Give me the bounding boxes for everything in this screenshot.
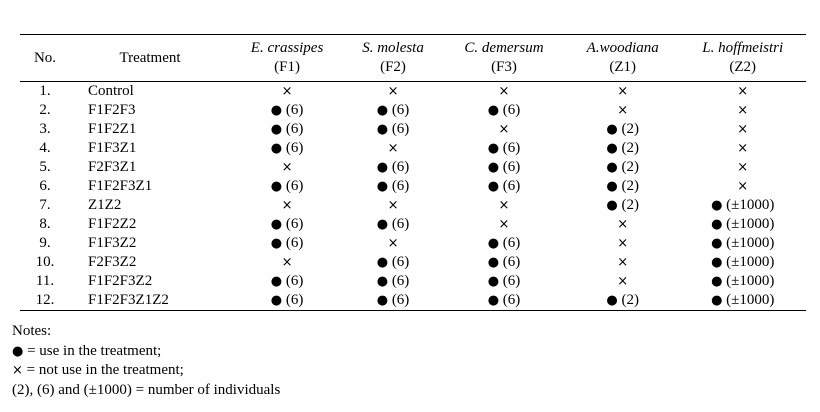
row-number: 9. bbox=[39, 235, 51, 251]
bullet-icon: ● bbox=[270, 141, 283, 156]
bullet-icon: ● bbox=[711, 293, 723, 308]
individual-count: (±1000) bbox=[726, 235, 775, 251]
used-cell bbox=[566, 158, 679, 177]
individual-count: (6) bbox=[285, 292, 304, 308]
not-used-cell bbox=[344, 139, 442, 158]
cross-icon: × bbox=[737, 103, 749, 118]
table-row bbox=[20, 158, 806, 177]
cross-icon: × bbox=[737, 122, 749, 137]
cross-icon: × bbox=[281, 255, 293, 270]
individual-count: (2) bbox=[621, 292, 640, 308]
individual-count: (6) bbox=[391, 102, 410, 118]
table-row bbox=[20, 120, 806, 139]
bullet-icon: ● bbox=[376, 274, 389, 289]
not-used-cell bbox=[679, 120, 806, 139]
cross-icon: × bbox=[12, 363, 23, 378]
individual-count: (6) bbox=[391, 159, 410, 175]
used-cell bbox=[230, 177, 344, 196]
row-number: 10. bbox=[35, 254, 55, 270]
not-used-cell bbox=[230, 82, 344, 102]
individual-count: (6) bbox=[502, 292, 521, 308]
used-cell bbox=[679, 253, 806, 272]
not-used-cell bbox=[442, 82, 566, 102]
species-code: (F2) bbox=[380, 59, 406, 75]
not-used-cell bbox=[679, 158, 806, 177]
individual-count: (2) bbox=[621, 197, 640, 213]
cross-icon: × bbox=[498, 84, 510, 99]
used-cell bbox=[566, 177, 679, 196]
species-code: (F3) bbox=[491, 59, 517, 75]
bullet-icon: ● bbox=[711, 236, 723, 251]
used-cell bbox=[230, 139, 344, 158]
bullet-icon: ● bbox=[376, 293, 389, 308]
cross-icon: × bbox=[387, 141, 399, 156]
individual-count: (6) bbox=[285, 140, 304, 156]
not-used-cell bbox=[442, 215, 566, 234]
used-cell bbox=[442, 158, 566, 177]
bullet-icon: ● bbox=[606, 122, 618, 137]
bullet-icon: ● bbox=[606, 198, 618, 213]
bullet-icon: ● bbox=[12, 343, 24, 359]
header-species-f3 bbox=[442, 35, 566, 82]
bullet-icon: ● bbox=[711, 274, 723, 289]
treatment-name: F1F3Z2 bbox=[88, 235, 137, 251]
individual-count: (±1000) bbox=[726, 216, 775, 232]
row-number: 8. bbox=[39, 216, 51, 232]
note-used bbox=[12, 342, 280, 362]
not-used-cell bbox=[679, 177, 806, 196]
cross-icon: × bbox=[281, 198, 293, 213]
table-row bbox=[20, 253, 806, 272]
individual-count: (2) bbox=[621, 178, 640, 194]
bullet-icon: ● bbox=[711, 217, 723, 232]
used-cell bbox=[442, 234, 566, 253]
used-cell bbox=[344, 101, 442, 120]
not-used-cell bbox=[566, 82, 679, 102]
cross-icon: × bbox=[281, 84, 293, 99]
individual-count: (6) bbox=[502, 102, 521, 118]
treatment-table bbox=[20, 34, 806, 311]
cross-icon: × bbox=[617, 236, 629, 251]
used-cell bbox=[566, 139, 679, 158]
header-species-z2 bbox=[679, 35, 806, 82]
used-cell bbox=[230, 215, 344, 234]
table-row bbox=[20, 139, 806, 158]
not-used-cell bbox=[442, 196, 566, 215]
individual-count: (6) bbox=[285, 216, 304, 232]
not-used-cell bbox=[230, 158, 344, 177]
bullet-icon: ● bbox=[270, 122, 283, 137]
row-number: 2. bbox=[39, 102, 51, 118]
treatment-name: F1F2F3Z1Z2 bbox=[88, 292, 169, 308]
individual-count: (6) bbox=[391, 216, 410, 232]
row-number: 7. bbox=[39, 197, 51, 213]
not-used-cell bbox=[679, 82, 806, 102]
individual-count: (6) bbox=[285, 102, 304, 118]
individual-count: (6) bbox=[285, 121, 304, 137]
individual-count: (±1000) bbox=[726, 254, 775, 270]
bullet-icon: ● bbox=[606, 141, 618, 156]
not-used-cell bbox=[230, 253, 344, 272]
table-row bbox=[20, 101, 806, 120]
individual-count: (±1000) bbox=[726, 273, 775, 289]
treatment-name: F1F2F3Z2 bbox=[88, 273, 153, 289]
treatment-name: F2F3Z1 bbox=[88, 159, 137, 175]
row-number: 6. bbox=[39, 178, 51, 194]
used-cell bbox=[566, 291, 679, 311]
row-number: 11. bbox=[35, 273, 55, 289]
not-used-cell bbox=[344, 234, 442, 253]
header-no: No. bbox=[33, 49, 57, 66]
bullet-icon: ● bbox=[270, 217, 283, 232]
bullet-icon: ● bbox=[487, 141, 500, 156]
cross-icon: × bbox=[281, 160, 293, 175]
bullet-icon: ● bbox=[711, 255, 723, 270]
individual-count: (6) bbox=[285, 178, 304, 194]
cross-icon: × bbox=[737, 160, 749, 175]
header-species-f1 bbox=[230, 35, 344, 82]
used-cell bbox=[679, 215, 806, 234]
used-cell bbox=[442, 253, 566, 272]
row-number: 4. bbox=[39, 140, 51, 156]
cross-icon: × bbox=[617, 103, 629, 118]
used-cell bbox=[344, 272, 442, 291]
note-not-used bbox=[12, 361, 280, 381]
notes-title: Notes: bbox=[12, 323, 52, 339]
individual-count: (2) bbox=[621, 140, 640, 156]
row-number: 12. bbox=[35, 292, 55, 308]
table-row bbox=[20, 234, 806, 253]
used-cell bbox=[344, 253, 442, 272]
not-used-cell bbox=[442, 120, 566, 139]
cross-icon: × bbox=[617, 84, 629, 99]
individual-count: (6) bbox=[502, 140, 521, 156]
cross-icon: × bbox=[617, 255, 629, 270]
used-cell bbox=[679, 291, 806, 311]
table-row bbox=[20, 215, 806, 234]
header-species-z1 bbox=[566, 35, 679, 82]
not-used-cell bbox=[566, 215, 679, 234]
row-number: 1. bbox=[39, 83, 51, 99]
individual-count: (6) bbox=[285, 273, 304, 289]
individual-count: (6) bbox=[502, 235, 521, 251]
species-name: C. demersum bbox=[464, 40, 544, 56]
bullet-icon: ● bbox=[487, 236, 500, 251]
table-row bbox=[20, 82, 806, 102]
bullet-icon: ● bbox=[606, 293, 618, 308]
treatment-name: F1F2Z2 bbox=[88, 216, 137, 232]
treatment-name: F1F2F3 bbox=[88, 102, 136, 118]
bullet-icon: ● bbox=[711, 198, 723, 213]
bullet-icon: ● bbox=[487, 160, 500, 175]
used-cell bbox=[442, 177, 566, 196]
bullet-icon: ● bbox=[487, 103, 500, 118]
used-cell bbox=[344, 215, 442, 234]
cross-icon: × bbox=[737, 84, 749, 99]
treatment-name: F2F3Z2 bbox=[88, 254, 137, 270]
cross-icon: × bbox=[617, 217, 629, 232]
cross-icon: × bbox=[498, 198, 510, 213]
bullet-icon: ● bbox=[270, 103, 283, 118]
treatment-name: F1F3Z1 bbox=[88, 140, 137, 156]
note-used-text: = use in the treatment; bbox=[23, 342, 162, 359]
bullet-icon: ● bbox=[270, 236, 283, 251]
individual-count: (6) bbox=[391, 273, 410, 289]
row-number: 3. bbox=[39, 121, 51, 137]
bullet-icon: ● bbox=[487, 179, 500, 194]
individual-count: (6) bbox=[502, 254, 521, 270]
used-cell bbox=[566, 120, 679, 139]
used-cell bbox=[230, 234, 344, 253]
individual-count: (6) bbox=[391, 121, 410, 137]
cross-icon: × bbox=[617, 274, 629, 289]
used-cell bbox=[679, 272, 806, 291]
notes bbox=[12, 322, 280, 400]
used-cell bbox=[566, 196, 679, 215]
individual-count: (2) bbox=[621, 159, 640, 175]
note-not-used-text: = not use in the treatment; bbox=[22, 362, 184, 378]
used-cell bbox=[679, 196, 806, 215]
cross-icon: × bbox=[737, 179, 749, 194]
bullet-icon: ● bbox=[270, 274, 283, 289]
table-row bbox=[20, 272, 806, 291]
used-cell bbox=[344, 158, 442, 177]
species-code: (Z2) bbox=[729, 59, 757, 75]
treatment-name: Control bbox=[88, 83, 134, 99]
table-header-row bbox=[20, 35, 806, 82]
table-row bbox=[20, 196, 806, 215]
not-used-cell bbox=[679, 139, 806, 158]
individual-count: (6) bbox=[391, 178, 410, 194]
not-used-cell bbox=[344, 82, 442, 102]
bullet-icon: ● bbox=[487, 293, 500, 308]
cross-icon: × bbox=[387, 84, 399, 99]
treatment-name: F1F2Z1 bbox=[88, 121, 137, 137]
table-body bbox=[20, 82, 806, 311]
used-cell bbox=[344, 291, 442, 311]
individual-count: (6) bbox=[502, 159, 521, 175]
species-name: L. hoffmeistri bbox=[702, 40, 784, 56]
not-used-cell bbox=[566, 234, 679, 253]
cross-icon: × bbox=[387, 236, 399, 251]
not-used-cell bbox=[679, 101, 806, 120]
cross-icon: × bbox=[737, 141, 749, 156]
used-cell bbox=[442, 291, 566, 311]
bullet-icon: ● bbox=[376, 179, 389, 194]
bullet-icon: ● bbox=[376, 122, 389, 137]
used-cell bbox=[230, 272, 344, 291]
treatment-name: F1F2F3Z1 bbox=[88, 178, 153, 194]
not-used-cell bbox=[344, 196, 442, 215]
species-name: A.woodiana bbox=[586, 40, 659, 56]
table-row bbox=[20, 291, 806, 311]
not-used-cell bbox=[566, 101, 679, 120]
treatment-name: Z1Z2 bbox=[88, 197, 122, 213]
individual-count: (±1000) bbox=[726, 292, 775, 308]
used-cell bbox=[442, 139, 566, 158]
header-species-f2 bbox=[344, 35, 442, 82]
individual-count: (6) bbox=[285, 235, 304, 251]
cross-icon: × bbox=[387, 198, 399, 213]
used-cell bbox=[230, 120, 344, 139]
not-used-cell bbox=[230, 196, 344, 215]
bullet-icon: ● bbox=[270, 293, 283, 308]
individual-count: (6) bbox=[502, 273, 521, 289]
bullet-icon: ● bbox=[487, 255, 500, 270]
row-number: 5. bbox=[39, 159, 51, 175]
not-used-cell bbox=[566, 272, 679, 291]
bullet-icon: ● bbox=[606, 160, 618, 175]
bullet-icon: ● bbox=[376, 160, 389, 175]
bullet-icon: ● bbox=[487, 274, 500, 289]
note-counts: (2), (6) and (±1000) = number of individuals bbox=[12, 381, 281, 398]
bullet-icon: ● bbox=[376, 217, 389, 232]
individual-count: (6) bbox=[502, 178, 521, 194]
species-code: (Z1) bbox=[609, 59, 637, 75]
species-name: E. crassipes bbox=[250, 40, 324, 56]
used-cell bbox=[679, 234, 806, 253]
used-cell bbox=[230, 101, 344, 120]
used-cell bbox=[344, 177, 442, 196]
individual-count: (6) bbox=[391, 292, 410, 308]
individual-count: (6) bbox=[391, 254, 410, 270]
bullet-icon: ● bbox=[270, 179, 283, 194]
header-treatment: Treatment bbox=[119, 49, 181, 66]
used-cell bbox=[344, 120, 442, 139]
bullet-icon: ● bbox=[606, 179, 618, 194]
cross-icon: × bbox=[498, 122, 510, 137]
not-used-cell bbox=[566, 253, 679, 272]
used-cell bbox=[230, 291, 344, 311]
used-cell bbox=[442, 101, 566, 120]
cross-icon: × bbox=[498, 217, 510, 232]
used-cell bbox=[442, 272, 566, 291]
bullet-icon: ● bbox=[376, 103, 389, 118]
table-row bbox=[20, 177, 806, 196]
individual-count: (±1000) bbox=[726, 197, 775, 213]
species-code: (F1) bbox=[274, 59, 300, 75]
species-name: S. molesta bbox=[362, 40, 424, 56]
individual-count: (2) bbox=[621, 121, 640, 137]
bullet-icon: ● bbox=[376, 255, 389, 270]
